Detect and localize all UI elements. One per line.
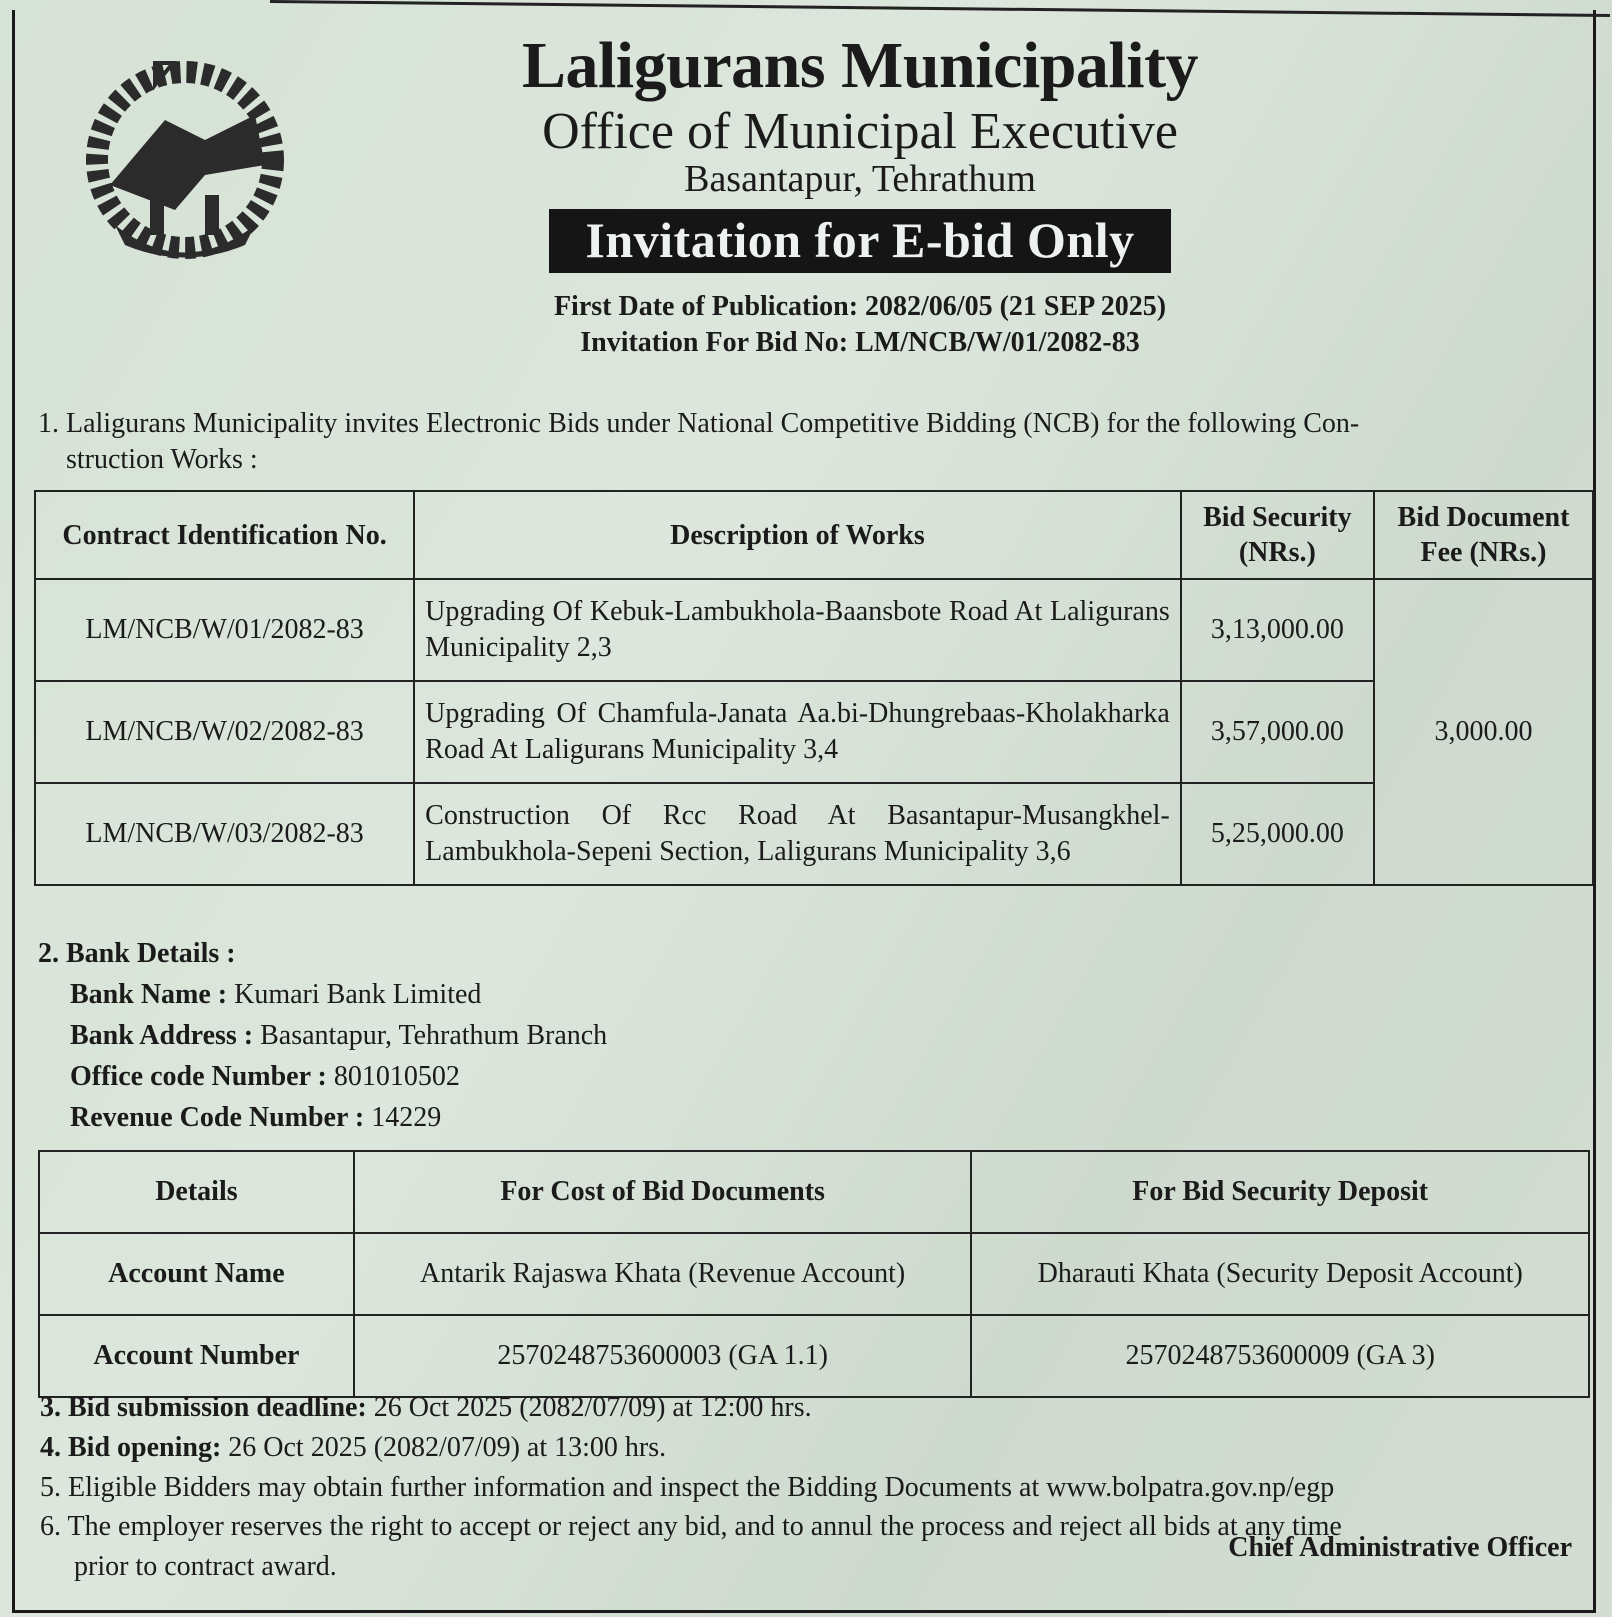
bank-name-value: Kumari Bank Limited: [234, 978, 482, 1010]
works-table-header: [35, 491, 1593, 579]
col-contract-id: Contract Identification No.: [35, 491, 414, 579]
submission-deadline-label: 3. Bid submission deadline:: [40, 1392, 367, 1423]
works-table: [34, 490, 1594, 886]
col-description: Description of Works: [414, 491, 1181, 579]
intro-paragraph: [38, 406, 1588, 479]
ebid-banner: Invitation for E-bid Only: [549, 209, 1170, 273]
note-submission-deadline: [40, 1388, 1590, 1428]
bank-address: [38, 1016, 607, 1057]
accounts-table-header: [39, 1151, 1589, 1233]
bank-name-label: Bank Name :: [70, 978, 228, 1010]
bid-security-amount: 3,13,000.00: [1181, 579, 1374, 681]
bid-opening-label: 4. Bid opening:: [40, 1431, 222, 1463]
notice-header: [440, 30, 1280, 359]
col-bid-security: Bid Security (NRs.): [1181, 491, 1374, 579]
publication-date: [440, 291, 1280, 323]
account-name-label: Account Name: [39, 1233, 354, 1315]
bid-number-label: Invitation For Bid No:: [580, 326, 849, 358]
revenue-account-number: 2570248753600003 (GA 1.1): [354, 1315, 972, 1397]
office-code: [38, 1057, 607, 1098]
note-employer-rights-cont: prior to contract award.: [74, 1551, 337, 1582]
revenue-code: [38, 1098, 607, 1139]
office-code-value: 801010502: [333, 1060, 460, 1092]
col-bid-document-fee: Bid Document Fee (NRs.): [1374, 491, 1593, 579]
deposit-account-name: Dharauti Khata (Security Deposit Account): [971, 1233, 1589, 1315]
bid-number: [440, 327, 1280, 359]
col-details: Details: [39, 1151, 354, 1233]
table-row: [39, 1233, 1589, 1315]
contract-id: LM/NCB/W/01/2082-83: [35, 579, 414, 681]
bank-address-label: Bank Address :: [70, 1019, 254, 1051]
note-bid-opening: [40, 1428, 1590, 1468]
bank-name: [38, 975, 607, 1016]
publication-date-value: 2082/06/05 (21 SEP 2025): [865, 290, 1167, 322]
bid-document-fee: 3,000.00: [1374, 579, 1593, 885]
revenue-code-label: Revenue Code Number :: [70, 1101, 365, 1133]
revenue-account-name: Antarik Rajaswa Khata (Revenue Account): [354, 1233, 972, 1315]
intro-line-1: 1. Laligurans Municipality invites Electronic Bids under National Competitive Bidding (NCB) for the following Con-: [38, 408, 1360, 439]
table-row: [35, 783, 1593, 885]
contract-id: LM/NCB/W/02/2082-83: [35, 681, 414, 783]
accounts-table: [38, 1150, 1590, 1398]
work-description: Upgrading Of Kebuk-Lambukhola-Baansbote Road At Laligurans Municipality 2,3: [414, 579, 1181, 681]
office-subtitle: Office of Municipal Executive: [542, 102, 1178, 160]
account-number-label: Account Number: [39, 1315, 354, 1397]
submission-deadline-value: 26 Oct 2025 (2082/07/09) at 12:00 hrs.: [373, 1392, 812, 1423]
deposit-account-number: 2570248753600009 (GA 3): [971, 1315, 1589, 1397]
table-row: [39, 1315, 1589, 1397]
bid-number-value: LM/NCB/W/01/2082-83: [855, 326, 1140, 358]
col-cost-of-bid-documents: For Cost of Bid Documents: [354, 1151, 972, 1233]
office-code-label: Office code Number :: [70, 1060, 327, 1092]
note-bidding-documents: 5. Eligible Bidders may obtain further information and inspect the Bidding Documents at www.bolpatra.gov.np/egp: [40, 1471, 1335, 1503]
bank-details: [38, 934, 607, 1138]
office-location: Basantapur, Tehrathum: [684, 158, 1036, 201]
bank-details-heading: 2. Bank Details :: [38, 938, 236, 969]
table-row: [35, 579, 1593, 681]
bid-security-amount: 3,57,000.00: [1181, 681, 1374, 783]
bid-opening-value: 26 Oct 2025 (2082/07/09) at 13:00 hrs.: [228, 1431, 667, 1463]
signature-officer: Chief Administrative Officer: [1228, 1532, 1572, 1563]
bank-address-value: Basantapur, Tehrathum Branch: [260, 1019, 608, 1051]
publication-date-label: First Date of Publication:: [553, 290, 859, 322]
table-row: [35, 681, 1593, 783]
col-bid-security-deposit: For Bid Security Deposit: [971, 1151, 1589, 1233]
note-employer-rights: 6. The employer reserves the right to accept or reject any bid, and to annul the process and reject all bids at any time: [40, 1511, 1342, 1543]
intro-line-2: struction Works :: [66, 444, 258, 476]
bid-security-amount: 5,25,000.00: [1181, 783, 1374, 885]
work-description: Construction Of Rcc Road At Basantapur-Musangkhel-Lambukhola-Sepeni Section, Laligurans Municipality 3,6: [414, 783, 1181, 885]
nepal-emblem-icon: [55, 45, 315, 265]
contract-id: LM/NCB/W/03/2082-83: [35, 783, 414, 885]
municipality-title: Laligurans Municipality: [521, 29, 1199, 102]
revenue-code-value: 14229: [371, 1101, 442, 1133]
work-description: Upgrading Of Chamfula-Janata Aa.bi-Dhungrebaas-Kholakharka Road At Laligurans Municipality 3,4: [414, 681, 1181, 783]
